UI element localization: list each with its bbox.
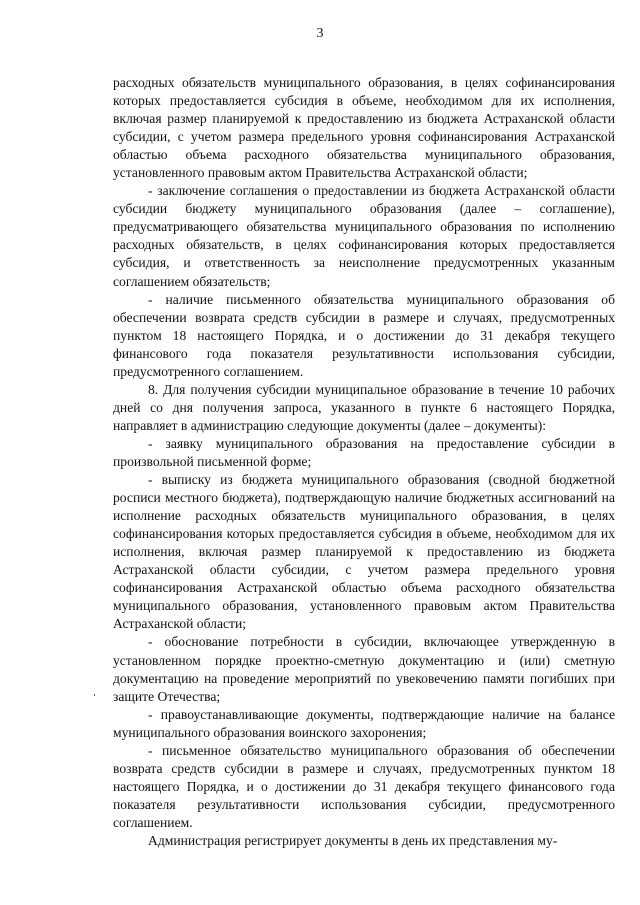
paragraph-budget-extract: - выписку из бюджета муниципального образования (сводной бюджетной росписи местного бюджета), подтверждающую наличие бюджетных ассигнований на исполнение расходных обязательств муниципального образования, в целях софинансирования которых предоставляется субсидия в объеме, необходимом для их исполнения, включая размер планируемой к предоставлению из бюджета Астраханской области субсидии, с учетом размера предельного уровня софинансирования Астраханской областью объема расходного обязательства муниципального образования, установленного правовым актом Правительства Астраханской области; bbox=[113, 472, 615, 632]
paragraph-registration: Администрация регистрирует документы в день их представления му- bbox=[148, 832, 558, 848]
paragraph-written-obligation-2: - письменное обязательство муниципального образования об обеспечении возврата средств субсидии в размере и случаях, предусмотренных пунктом 18 настоящего Порядка, и о достижении до 31 декабря текущего финансового года показателя результативности использования субсидии, предусмотренного соглашением. bbox=[113, 742, 615, 830]
page-number: 3 bbox=[316, 26, 324, 41]
scan-speck bbox=[94, 694, 95, 696]
paragraph-application: - заявку муниципального образования на предоставление субсидии в произвольной письменной форме; bbox=[113, 435, 615, 469]
paragraph-justification: - обоснование потребности в субсидии, включающее утвержденную в установленном порядке проектно-сметную документацию и (или) сметную документацию на проведение мероприятий по увековечению памяти погибших при защите Отечества; bbox=[113, 634, 615, 704]
paragraph-title-documents: - правоустанавливающие документы, подтверждающие наличие на балансе муниципального образования воинского захоронения; bbox=[113, 706, 615, 740]
paragraph-agreement: - заключение соглашения о предоставлении из бюджета Астраханской области субсидии бюджету муниципального образования (далее – соглашение), предусматривающего обязательства муниципального образования по исполнению расходных обязательств, в целях софинансирования которых предоставляется субсидия, и ответственность за неисполнение предусмотренных указанным соглашением обязательств; bbox=[113, 183, 615, 289]
paragraph-continuation: расходных обязательств муниципального образования, в целях софинансирования которых предоставляется субсидия в объеме, необходимом для их исполнения, включая размер планируемой к предоставлению из бюджета Астраханской области субсидии, с учетом размера предельного уровня софинансирования Астраханской областью объема расходного обязательства муниципального образования, установленного правовым актом Правительства Астраханской области; bbox=[113, 75, 615, 181]
document-body bbox=[113, 74, 615, 850]
paragraph-written-obligation: - наличие письменного обязательства муниципального образования об обеспечении возврата средств субсидии в размере и случаях, предусмотренных пунктом 18 настоящего Порядка, и о достижении до 31 декабря текущего финансового года показателя результативности использования субсидии, предусмотренного соглашением. bbox=[113, 291, 615, 379]
paragraph-item-8: 8. Для получения субсидии муниципальное образование в течение 10 рабочих дней со дня получения запроса, указанного в пункте 6 настоящего Порядка, направляет в администрацию следующие документы (далее – документы): bbox=[113, 381, 615, 433]
